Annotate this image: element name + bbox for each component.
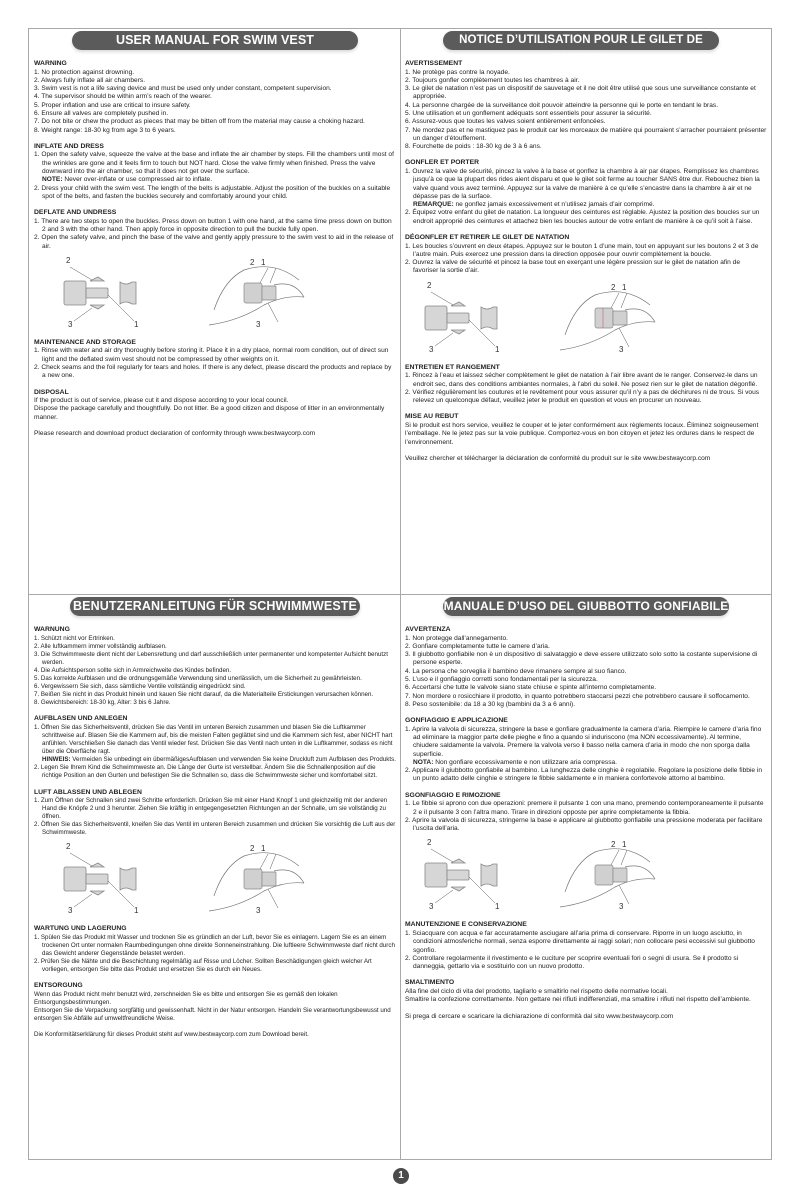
note-label: NOTA: [413,758,434,766]
list-item: 2. Toujours gonfler complètement toutes les chambres à air. [405,76,580,84]
list-item: 2. Alle luftkammern immer vollständig aufblasen. [34,642,167,650]
list-item: 4. The supervisor should be within arm’s reach of the wearer. [34,93,212,101]
list-item: 2. Équipez votre enfant du gilet de natation. La longueur des ceintures est réglable. Ajustez la position des boucles sur un endroit approprié des ceintures et attachez bien les boucles autour de votre enfant de manière à ce qu’il soit à l’aise. [405,209,760,225]
label-button-3: 3 [619,902,624,912]
list-item: 1. Sciacquare con acqua e far accuratamente asciugare all’aria prima di conservare. Riporre in un luogo asciutto, in condizioni atmosferiche normali, senza esporre direttamente ai raggi solari; non collocare pesi eccessivi sul giubbotto sgonfio. [405,929,755,954]
label-button-1: 1 [261,257,266,267]
label-button-2: 2 [66,842,71,852]
label-button-2: 2 [427,280,432,290]
buckle-illustration [34,841,396,919]
deflate-list [34,797,396,837]
list-item: 5. Proper inflation and use are critical to insure safety. [34,101,191,109]
label-button-3: 3 [256,319,261,329]
list-item: 1. Ne protège pas contre la noyade. [405,68,510,76]
buckle-diagram-icon [34,255,394,333]
list-item: 5. L’uso e il gonfiaggio corretti sono fondamentali per la sicurezza. [405,675,598,683]
section-maintenance [405,364,767,406]
list-item: 1. Les boucles s’ouvrent en deux étapes. Appuyez sur le bouton 1 d’une main, tout en appuyant sur les boutons 2 et 3 de l’autre main. Puis exercez une pression dans la direction opposée pour ouvrir complètement la boucle. [405,242,759,258]
list-item: 8. Peso sostenibile: da 18 a 30 kg (bambini da 3 a 6 anni). [405,700,576,708]
section-heading: ENTSORGUNG [34,982,83,990]
list-item: 3. Il giubbotto gonfiabile non è un dispositivo di salvataggio e deve essere utilizzato solo sotto la costante supervisione di persone esperte. [405,651,758,667]
label-button-2: 2 [611,840,616,850]
label-button-1: 1 [622,282,627,292]
list-item: 4. Die Aufsichtsperson sollte sich in Armreichweite des Kindes befinden. [34,666,232,674]
disposal-text: Entsorgen Sie die Verpackung sorgfältig und gewissenhaft. Nicht in der Natur entsorgen. Handeln Sie verantwortungsbewusst und entsorgen Sie Abfälle auf umweltfreundliche Weise. [34,1007,391,1023]
section-inflate [405,159,767,226]
conformity-text: Si prega di cercare e scaricare la dichiarazione di conformità dal sito www.bestwaycorp.com [405,1012,674,1020]
label-button-2: 2 [66,255,71,265]
label-button-1: 1 [495,344,500,354]
label-button-3: 3 [256,906,261,916]
list-item: 8. Gewichtsbereich: 18-30 kg, Alter: 3 bis 6 Jahre. [34,699,171,707]
list-item: 6. Vergewissern Sie sich, dass sämtliche Ventile vollständig eingedrückt sind. [34,683,246,691]
label-button-3: 3 [429,344,434,354]
page-number-badge: 1 [393,1168,409,1184]
section-inflate [405,717,767,784]
section-deflate [405,234,767,276]
deflate-list [405,800,767,833]
list-item: 2. Öffnen Sie das Sicherheitsventil, kneifen Sie das Ventil im unteren Bereich zusammen und drücken Sie vorsichtig die Luft aus der Schwimmweste. [34,821,396,837]
section-disposal [405,979,767,1004]
section-heading: AVVERTENZA [405,626,451,633]
section-maintenance [34,339,396,381]
buckle-illustration [34,255,396,333]
list-item: 2. Check seams and the foil regularly for tears and holes. If there is any defect, please discard the products and replace by a new one. [34,363,392,380]
list-item: 2. Dress your child with the swim vest. The length of the belts is adjustable. Adjust the position of the buckles on a suitable spot of the belts, and fasten the buckles securely and comfortably around your child. [34,184,391,200]
label-button-3: 3 [68,319,73,329]
note [34,176,396,184]
list-item: 1. Ouvrez la valve de sécurité, pincez la valve à la base et gonflez la chambre à air par étapes. Remplissez les chambres jusqu’à ce que la plupart des rides aient disparu et que le gilet soit ferme au toucher SANS être dur. Rebouchez bien la valve quand vous avez terminé. Appuyez sur la valve de manière à ce qu’elle s’encastre dans la chambre à air et ne dépasse pas de la surface. [405,167,760,200]
list-item: 6. Accertarsi che tutte le valvole siano state chiuse e spinte all’interno completamente. [405,684,657,692]
inflate-list [405,726,767,784]
list-item: 3. Le gilet de natation n’est pas un dispositif de sauvetage et il ne doit être utilisé que sous une surveillance constante et appropriée. [405,85,756,101]
label-button-2: 2 [250,844,255,854]
maintenance-list [34,347,396,380]
section-heading: WARTUNG UND LAGERUNG [34,925,127,933]
note-label: NOTE: [42,176,63,184]
deflate-list [34,218,396,251]
section-heading: LUFT ABLASSEN UND ABLEGEN [34,788,142,796]
label-button-1: 1 [261,844,266,854]
inflate-list [405,168,767,226]
list-item: 1. Öffnen Sie das Sicherheitsventil, drücken Sie das Ventil im unteren Bereich zusammen und blasen Sie die Luftkammer schrittweise auf. Blasen Sie die Kammern auf, bis die meisten Falten geglättet sind und die Kammern sich fest, aber NICHT hart anfühlen. Verschließen Sie danach das Ventil wieder fest. Drücken Sie das Ventil nach unten in die Luftkammer, sodass es nicht über die Oberfläche ragt. [34,723,393,756]
disposal-text: If the product is out of service, please cut it and dispose according to your local council. [34,397,289,405]
list-item: 3. Die Schwimmweste dient nicht der Lebensrettung und darf ausschließlich unter permanenter und kompetenter Aufsicht benutzt werden. [34,650,388,666]
list-item: 1. Non protegge dall’annegamento. [405,634,509,642]
panel-italian [405,597,767,1021]
list-item: 2. Legen Sie Ihrem Kind die Schwimmweste an. Die Länge der Gurte ist verstellbar. Ändern Sie die Schnallenposition auf die richtige Position an den Gurten und befestigen Sie die Schnallen so, dass die Schwimmweste sicher und komfortabel sitzt. [34,764,377,780]
section-heading: DISPOSAL [34,388,69,396]
list-item: 2. Open the safety valve, and pinch the base of the valve and gently apply pressure to the swim vest to aid in the release of air. [34,234,394,250]
buckle-illustration [405,837,767,915]
warning-list [34,635,396,708]
panel-title: NOTICE D’UTILISATION POUR LE GILET DE NATATION [443,31,719,50]
list-item: 6. Assurez-vous que toutes les valves soient entièrement enfoncées. [405,118,606,126]
disposal-text: Smaltire la confezione correttamente. Non gettare nei rifiuti indifferenziati, ma smaltire i rifiuti nel rispetto dell’ambiente. [405,996,751,1004]
section-maintenance [405,921,767,971]
list-item: 1. Schützt nicht vor Ertrinken. [34,634,115,642]
section-maintenance [34,925,396,974]
list-item: 3. Swim vest is not a life saving device and must be used only under constant, competent supervision. [34,85,332,93]
disposal-text: Alla fine del ciclo di vita del prodotto, tagliarlo e smaltirlo nel rispetto delle normative locali. [405,987,668,995]
buckle-illustration [405,280,767,358]
section-warning [405,60,767,151]
inflate-list [34,151,396,201]
section-heading: MAINTENANCE AND STORAGE [34,338,136,346]
buckle-diagram-icon [405,280,765,358]
buckle-diagram-icon [405,837,765,915]
list-item: 2. Prüfen Sie die Nähte und die Beschichtung regelmäßig auf Risse und Löcher. Sollten Beschädigungen gleich welcher Art vorliegen, entsorgen Sie bitte das Produkt und ersetzen Sie es durch ein Neues. [34,958,372,974]
list-item: 7. Non mordere o rosicchiare il prodotto, in quanto potrebbero staccarsi pezzi che potrebbero causare il soffocamento. [405,692,750,700]
section-warning [405,626,767,709]
section-inflate [34,143,396,201]
label-button-1: 1 [134,319,139,329]
panel-german [34,597,396,1039]
section-heading: SGONFIAGGIO E RIMOZIONE [405,791,501,799]
maintenance-list [405,930,767,971]
list-item: 2. Gonfiare completamente tutte le camere d’aria. [405,642,550,650]
list-item: 6. Ensure all valves are completely pushed in. [34,109,169,117]
section-disposal [405,413,767,446]
conformity-text: Die Konformitätserklärung für dieses Produkt steht auf www.bestwaycorp.com zum Download bereit. [34,1031,309,1039]
list-item: 2. Controllare regolarmente il rivestimento e le cuciture per scoprire eventuali fori o segni di usura. Se il prodotto si danneggia, gettarlo via e sostituirlo con un nuovo prodotto. [405,954,739,971]
list-item: 2. Aprire la valvola di sicurezza, stringerne la base e applicare al giubbotto gonfiabile una pressione moderata per facilitare l’uscita dell’aria. [405,816,763,833]
section-heading: DÉGONFLER ET RETIRER LE GILET DE NATATION [405,234,570,242]
list-item: 1. Zum Öffnen der Schnallen sind zwei Schritte erforderlich. Drücken Sie mit einer Hand Knopf 1 und gleichzeitig mit der anderen Hand die Knöpfe 2 und 3 herunter. Ziehen Sie kräftig in entgegengesetzten Richtungen an der Schnalle, um sie vollständig zu öffnen. [34,797,388,821]
note-text: ne gonflez jamais excessivement et n’utilisez jamais d’air comprimé. [453,201,655,209]
list-item: 1. Open the safety valve, squeeze the valve at the base and inflate the air chamber by steps. Fill the chambers until most of the wrinkles are gone and it feels firm to touch but NOT hard. Close the valve firmly when finished. Press the valve downward into the air chamber, so that it does not get over the surface. [34,151,394,175]
warning-list [405,635,767,710]
label-button-2: 2 [427,838,432,848]
panel-english [34,31,396,438]
note-label: REMARQUE: [413,201,454,209]
label-button-2: 2 [611,282,616,292]
list-item: 8. Fourchette de poids : 18-30 kg de 3 à 6 ans. [405,143,542,151]
list-item: 1. Spülen Sie das Produkt mit Wasser und trocknen Sie es gründlich an der Luft, bevor Sie es einlagern. Lagern Sie es an einem trockenen Ort unter normalen Raumbedingungen ohne direkte Sonneneinstrahlung. Die luftleere Schwimmweste darf nicht durch das Gewicht anderer Gegenstände belastet werden. [34,933,395,958]
conformity-text: Veuillez chercher et télécharger la déclaration de conformité du produit sur le site www.bestwaycorp.com [405,454,711,462]
section-heading: GONFLER ET PORTER [405,159,480,167]
note-text: Vermeiden Sie unbedingt ein übermäßigesAufblasen und verwenden Sie keine Druckluft zum Aufblasen des Produkts. [70,756,396,764]
deflate-list [405,243,767,276]
note [34,756,396,764]
section-heading: SMALTIMENTO [405,979,455,987]
section-heading: DEFLATE AND UNDRESS [34,209,117,217]
section-heading: AVERTISSEMENT [405,60,463,67]
section-heading: GONFIAGGIO E APPLICAZIONE [405,717,508,725]
maintenance-list [405,372,767,405]
section-heading: INFLATE AND DRESS [34,142,104,150]
list-item: 2. Always fully inflate all air chambers. [34,76,146,84]
section-inflate [34,715,396,780]
conformity-text: Please research and download product declaration of conformity through www.bestwaycorp.com [34,429,316,437]
disposal-text: Wenn das Produkt nicht mehr benutzt wird, zerschneiden Sie es bitte und entsorgen Sie es gemäß den lokalen Entsorgungsbestimmungen. [34,990,338,1007]
section-deflate [34,789,396,838]
list-item: 1. Rincez à l’eau et laissez sécher complètement le gilet de natation à l’air libre avant de le ranger. Conservez-le dans un endroit sec, dans des conditions ambiantes normales, à l’abri du soleil. Ne posez rien sur le gilet de natation dégonflé. [405,372,758,388]
note-label: HINWEIS: [42,756,71,764]
label-button-3: 3 [429,902,434,912]
warning-list [405,69,767,152]
list-item: 1. There are two steps to open the buckles. Press down on button 1 with one hand, at the same time press down on button 2 and 3 with the other hand. Then apply force in opposite direction to pull the buckle fully open. [34,217,392,233]
list-item: 2. Ouvrez la valve de sécurité et pincez la base tout en exerçant une légère pression sur le gilet de natation afin de favoriser la sortie d’air. [405,259,741,275]
inflate-list [34,724,396,781]
section-disposal [34,982,396,1023]
list-item: 8. Weight range: 18-30 kg from age 3 to 6 years. [34,126,176,134]
section-warning [34,626,396,707]
section-disposal [34,389,396,422]
maintenance-list [34,934,396,974]
label-button-1: 1 [495,902,500,912]
buckle-diagram-icon [34,841,394,919]
list-item: 2. Applicare il giubbotto gonfiabile al bambino. La lunghezza delle cinghie è regolabile. Regolare la posizione delle fibbie in un punto adatto delle cinghie e stringere le fibbie saldamente e in maniera confortevole attorno al bambino. [405,767,763,783]
disposal-text: Si le produit est hors service, veuillez le couper et le jeter conformément aux règlements locaux. Éliminez soigneusement l’emballage. Ne le jetez pas sur la voie publique. Comportez-vous en bon citoyen et jetez les ordures dans le respect de l’environnement. [405,421,759,446]
label-button-1: 1 [134,906,139,916]
section-heading: ENTRETIEN ET RANGEMENT [405,363,500,371]
list-item: 1. Rinse with water and air dry thoroughly before storing it. Place it in a dry place, normal room condition, out of direct sun light and the deflated swim vest should not be compressed by other weights on it. [34,347,389,363]
section-warning [34,60,396,135]
panel-title: MANUALE D’USO DEL GIUBBOTTO GONFIABILE [443,597,729,616]
section-heading: AUFBLASEN UND ANLEGEN [34,715,128,723]
section-deflate [34,209,396,251]
list-item: 1. No protection against drowning. [34,68,135,76]
list-item: 5. Une utilisation et un gonflement adéquats sont essentiels pour assurer la sécurité. [405,109,652,117]
list-item: 1. Aprire la valvola di sicurezza, stringere la base e gonfiare gradualmente la camera d’aria. Riempire le camere d’aria fino ad eliminare la maggior parte delle pieghe e fino a quando si induriscono (ma NON eccessivamente). Al termine, chiudere saldamente la valvola. Premere la valvola verso il basso nella camera d’aria in modo che non sporga dalla superficie. [405,725,762,758]
list-item: 7. Beißen Sie nicht in das Produkt hinein und kauen Sie nicht darauf, da die Materialteile Erstickungen verursachen können. [34,691,374,699]
label-button-3: 3 [619,344,624,354]
section-heading: WARNING [34,60,67,67]
list-item: 4. La personne chargée de la surveillance doit pouvoir atteindre la personne qui le porte en tendant le bras. [405,101,719,109]
list-item: 5. Das korrekte Aufblasen und die ordnungsgemäße Verwendung sind unerlässlich, um die Sicherheit zu gewährleisten. [34,674,362,682]
list-item: 7. Ne mordez pas et ne mastiquez pas le produit car les morceaux de matière qui pourraient s’arracher pourraient présenter un danger d’étouffement. [405,126,767,142]
section-heading: MANUTENZIONE E CONSERVAZIONE [405,921,527,929]
list-item: 7. Do not bite or chew the product as pieces that may be bitten off from the material may cause a choking hazard. [34,118,365,126]
warning-list [34,69,396,135]
disposal-text: Dispose the package carefully and thoughtfully. Do not litter. Be a good citizen and dispose of litter in an environmentally manner. [34,405,385,421]
list-item: 4. La persona che sorveglia il bambino deve rimanere sempre al suo fianco. [405,667,627,675]
panel-french [405,31,767,463]
panel-title: USER MANUAL FOR SWIM VEST [72,31,358,50]
list-item: 1. Le fibbie si aprono con due operazioni: premere il pulsante 1 con una mano, premendo contemporaneamente il pulsante 2 e il pulsante 3 con l’altra mano. Tirare in direzioni opposte per aprire completamente la fibbia. [405,800,764,816]
note-text: Never over-inflate or use compressed air to inflate. [62,176,213,184]
section-deflate [405,792,767,834]
horizontal-divider [28,594,772,595]
note-text: Non gonfiare eccessivamente e non utilizzare aria compressa. [433,758,618,766]
list-item: 2. Vérifiez régulièrement les coutures et le revêtement pour vous assurer qu’il n’y a pas de déchirures ni de trous. Si vous relevez un quelconque défaut, veuillez jeter le produit en question et vous en procurer un nouveau. [405,388,760,405]
note [405,759,767,767]
label-button-2: 2 [250,257,255,267]
section-heading: WARNUNG [34,626,70,633]
label-button-1: 1 [622,840,627,850]
label-button-3: 3 [68,906,73,916]
section-heading: MISE AU REBUT [405,413,459,421]
panel-title: BENUTZERANLEITUNG FÜR SCHWIMMWESTE [70,597,360,616]
